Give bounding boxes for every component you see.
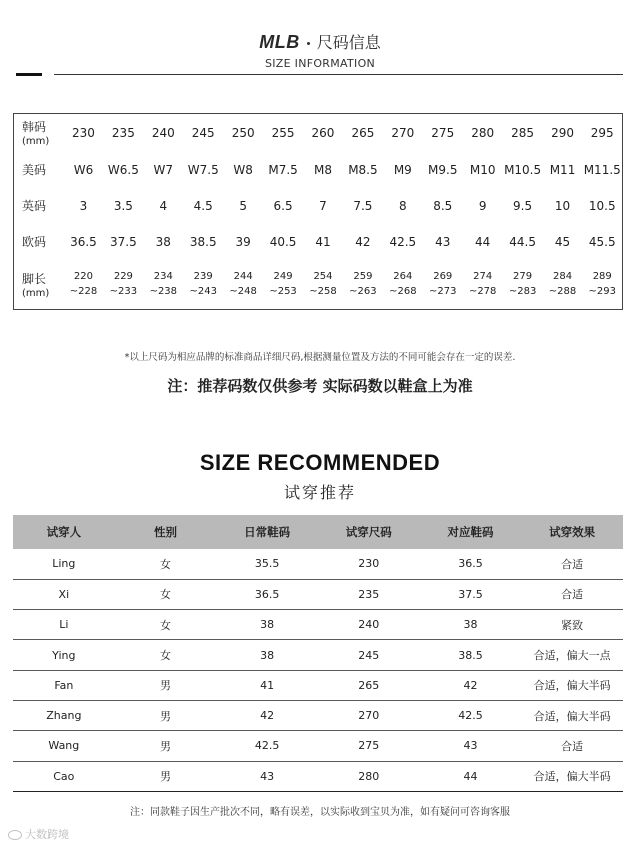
- table-cell: 235: [318, 579, 420, 609]
- recommend-subtitle: 试穿推荐: [283, 483, 356, 502]
- row-header-uk: 英码: [22, 199, 47, 213]
- size-cell-uk: 3: [79, 198, 88, 213]
- table-cell: 男: [115, 731, 217, 761]
- size-cell-korean: 280: [471, 125, 495, 140]
- table-cell: 270: [318, 700, 420, 730]
- size-cell-eu: 44: [475, 234, 491, 249]
- table-row: [13, 761, 623, 791]
- size-cell-eu: 45: [554, 234, 571, 249]
- table-cell: 36.5: [420, 549, 522, 579]
- table-cell: 36.5: [216, 579, 318, 609]
- header-divider: [54, 74, 623, 75]
- size-cell-uk: 6.5: [273, 198, 293, 213]
- table-row: [13, 610, 623, 640]
- table-cell: 280: [318, 761, 420, 791]
- page-subtitle: SIZE INFORMATION: [264, 57, 376, 70]
- size-cell-foot-length: 264 ~268: [389, 271, 417, 298]
- reference-note: 注：推荐码数仅供参考 实际码数以鞋盒上为准: [167, 377, 473, 395]
- size-cell-uk: 7: [319, 198, 327, 213]
- size-cell-eu: 44.5: [509, 234, 536, 249]
- row-header-us: 美码: [22, 163, 47, 177]
- size-cell-uk: 9.5: [513, 198, 533, 213]
- recommend-title: SIZE RECOMMENDED: [199, 450, 441, 475]
- table-cell: 230: [318, 549, 420, 579]
- size-cell-uk: 9: [478, 198, 487, 213]
- size-cell-eu: 37.5: [110, 234, 137, 249]
- size-cell-us: M11: [549, 162, 576, 177]
- size-cell-us: M10.5: [504, 162, 542, 177]
- table-cell: 男: [115, 761, 217, 791]
- table-cell: 35.5: [216, 549, 318, 579]
- watermark: 大数跨境: [8, 826, 69, 842]
- size-cell-us: M8.5: [348, 162, 378, 177]
- table-row: [13, 670, 623, 700]
- table-header-row: [13, 515, 623, 549]
- table-cell: Xi: [13, 579, 115, 609]
- size-cell-foot-length: 284 ~288: [548, 271, 577, 298]
- table-cell: 41: [216, 670, 318, 700]
- fit-table-body: [13, 549, 623, 791]
- size-cell-eu: 45.5: [588, 234, 616, 249]
- size-row-korean: [14, 114, 623, 152]
- brand-logo: MLB: [259, 32, 300, 52]
- size-cell-uk: 8: [399, 198, 407, 213]
- page-title: 尺码信息: [316, 33, 381, 52]
- size-cell-us: M11.5: [583, 162, 621, 177]
- size-cell-uk: 4: [159, 198, 168, 213]
- table-cell: 38: [420, 610, 522, 640]
- table-cell: 合适，偏大一点: [521, 640, 623, 670]
- table-cell: 合适，偏大半码: [521, 670, 623, 700]
- size-cell-foot-length: 229 ~233: [109, 271, 138, 298]
- size-row-us: [14, 152, 623, 188]
- table-cell: Cao: [13, 761, 115, 791]
- table-cell: Ying: [13, 640, 115, 670]
- size-cell-korean: 265: [351, 125, 375, 140]
- table-cell: 42.5: [216, 731, 318, 761]
- size-cell-eu: 36.5: [70, 234, 97, 249]
- size-cell-eu: 40.5: [269, 234, 297, 249]
- table-cell: 合适: [521, 731, 623, 761]
- table-cell: Wang: [13, 731, 115, 761]
- size-cell-korean: 245: [191, 125, 215, 140]
- table-cell: Ling: [13, 549, 115, 579]
- table-cell: 紧致: [521, 610, 623, 640]
- size-cell-foot-length: 274 ~278: [468, 271, 497, 298]
- size-cell-korean: 240: [151, 125, 175, 140]
- column-header-tried-size: 试穿尺码: [318, 515, 420, 549]
- column-header-equivalent-size: 对应鞋码: [420, 515, 522, 549]
- size-cell-korean: 270: [391, 125, 415, 140]
- table-row: [13, 549, 623, 579]
- size-conversion-table: [13, 113, 623, 310]
- size-cell-eu: 42.5: [389, 234, 417, 249]
- size-row-uk: [14, 188, 623, 224]
- size-cell-foot-length: 289 ~293: [588, 271, 616, 298]
- size-cell-korean: 235: [111, 125, 135, 140]
- fit-recommendation-table: [13, 515, 623, 792]
- table-cell: 37.5: [420, 579, 522, 609]
- size-cell-foot-length: 244 ~248: [229, 271, 257, 298]
- size-cell-us: W8: [233, 162, 253, 177]
- table-cell: 245: [318, 640, 420, 670]
- row-header-korean: 韩码 (mm): [22, 120, 50, 148]
- size-row-eu: [14, 224, 623, 260]
- table-cell: 合适，偏大半码: [521, 700, 623, 730]
- size-cell-korean: 250: [231, 125, 255, 140]
- page-header: [0, 0, 640, 80]
- column-header-tester: 试穿人: [13, 515, 115, 549]
- table-cell: 女: [115, 549, 217, 579]
- size-cell-foot-length: 220 ~228: [69, 271, 98, 298]
- measurement-disclaimer: *以上尺码为相应品牌的标准商品详细尺码,根据测量位置及方法的不同可能会存在一定的误差.: [124, 352, 516, 363]
- size-cell-us: M7.5: [268, 162, 298, 177]
- size-cell-us: M9: [393, 162, 412, 177]
- size-cell-eu: 38.5: [189, 234, 217, 249]
- column-header-fit-result: 试穿效果: [521, 515, 623, 549]
- size-cell-us: W6.5: [107, 162, 139, 177]
- size-cell-eu: 42: [355, 234, 371, 249]
- table-row: [13, 640, 623, 670]
- brand-separator: [307, 42, 310, 45]
- table-cell: 女: [115, 579, 217, 609]
- size-cell-uk: 5: [239, 198, 247, 213]
- size-cell-korean: 255: [271, 125, 295, 140]
- brand-row: [0, 30, 640, 53]
- size-cell-korean: 275: [431, 125, 455, 140]
- table-cell: 合适: [521, 579, 623, 609]
- size-cell-foot-length: 279 ~283: [508, 271, 537, 298]
- table-cell: 男: [115, 670, 217, 700]
- size-row-foot-length: [14, 260, 623, 310]
- column-header-usual-size: 日常鞋码: [216, 515, 318, 549]
- table-cell: 38: [216, 610, 318, 640]
- table-cell: 42: [216, 700, 318, 730]
- table-cell: 男: [115, 700, 217, 730]
- table-cell: 合适，偏大半码: [521, 761, 623, 791]
- row-header-eu: 欧码: [22, 235, 47, 249]
- header-accent-rule: [16, 73, 42, 76]
- table-cell: 38.5: [420, 640, 522, 670]
- size-cell-eu: 43: [435, 234, 451, 249]
- size-cell-us: W6: [73, 162, 94, 177]
- table-cell: 43: [420, 731, 522, 761]
- size-cell-us: W7.5: [187, 162, 219, 177]
- table-cell: Fan: [13, 670, 115, 700]
- size-cell-foot-length: 239 ~243: [189, 271, 217, 298]
- batch-variance-note: 注：同款鞋子因生产批次不同，略有误差，以实际收到宝贝为准，如有疑问可咨询客服: [130, 807, 510, 818]
- size-cell-korean: 295: [590, 125, 614, 140]
- size-cell-korean: 290: [551, 125, 574, 140]
- size-cell-us: M10: [469, 162, 496, 177]
- table-cell: 女: [115, 640, 217, 670]
- table-cell: Zhang: [13, 700, 115, 730]
- watermark-icon: [8, 830, 22, 840]
- table-row: [13, 700, 623, 730]
- size-cell-eu: 38: [155, 234, 171, 249]
- size-cell-foot-length: 254 ~258: [309, 271, 337, 298]
- table-cell: 42: [420, 670, 522, 700]
- size-cell-korean: 230: [72, 125, 95, 140]
- size-cell-us: W7: [153, 162, 174, 177]
- size-cell-us: M9.5: [428, 162, 458, 177]
- size-cell-uk: 7.5: [353, 198, 373, 213]
- table-cell: 265: [318, 670, 420, 700]
- column-header-gender: 性别: [115, 515, 217, 549]
- size-cell-eu: 41: [315, 234, 331, 249]
- table-row: [13, 579, 623, 609]
- row-header-foot-length: 脚长 (mm): [22, 271, 50, 299]
- size-cell-uk: 8.5: [433, 198, 453, 213]
- size-cell-foot-length: 234 ~238: [149, 271, 178, 298]
- table-cell: 女: [115, 610, 217, 640]
- size-cell-us: M8: [313, 162, 332, 177]
- table-cell: 38: [216, 640, 318, 670]
- table-cell: 合适: [521, 549, 623, 579]
- size-cell-uk: 4.5: [193, 198, 213, 213]
- size-cell-foot-length: 269 ~273: [429, 271, 457, 298]
- table-cell: 42.5: [420, 700, 522, 730]
- size-cell-foot-length: 259 ~263: [349, 271, 377, 298]
- size-cell-uk: 3.5: [113, 198, 133, 213]
- size-cell-eu: 39: [235, 234, 251, 249]
- table-cell: 240: [318, 610, 420, 640]
- size-cell-uk: 10.5: [588, 198, 616, 213]
- table-cell: Li: [13, 610, 115, 640]
- size-cell-uk: 10: [554, 198, 571, 213]
- table-row: [13, 731, 623, 761]
- size-cell-foot-length: 249 ~253: [269, 271, 297, 298]
- table-cell: 44: [420, 761, 522, 791]
- table-cell: 43: [216, 761, 318, 791]
- table-cell: 275: [318, 731, 420, 761]
- size-cell-korean: 285: [511, 125, 535, 140]
- size-cell-korean: 260: [311, 125, 335, 140]
